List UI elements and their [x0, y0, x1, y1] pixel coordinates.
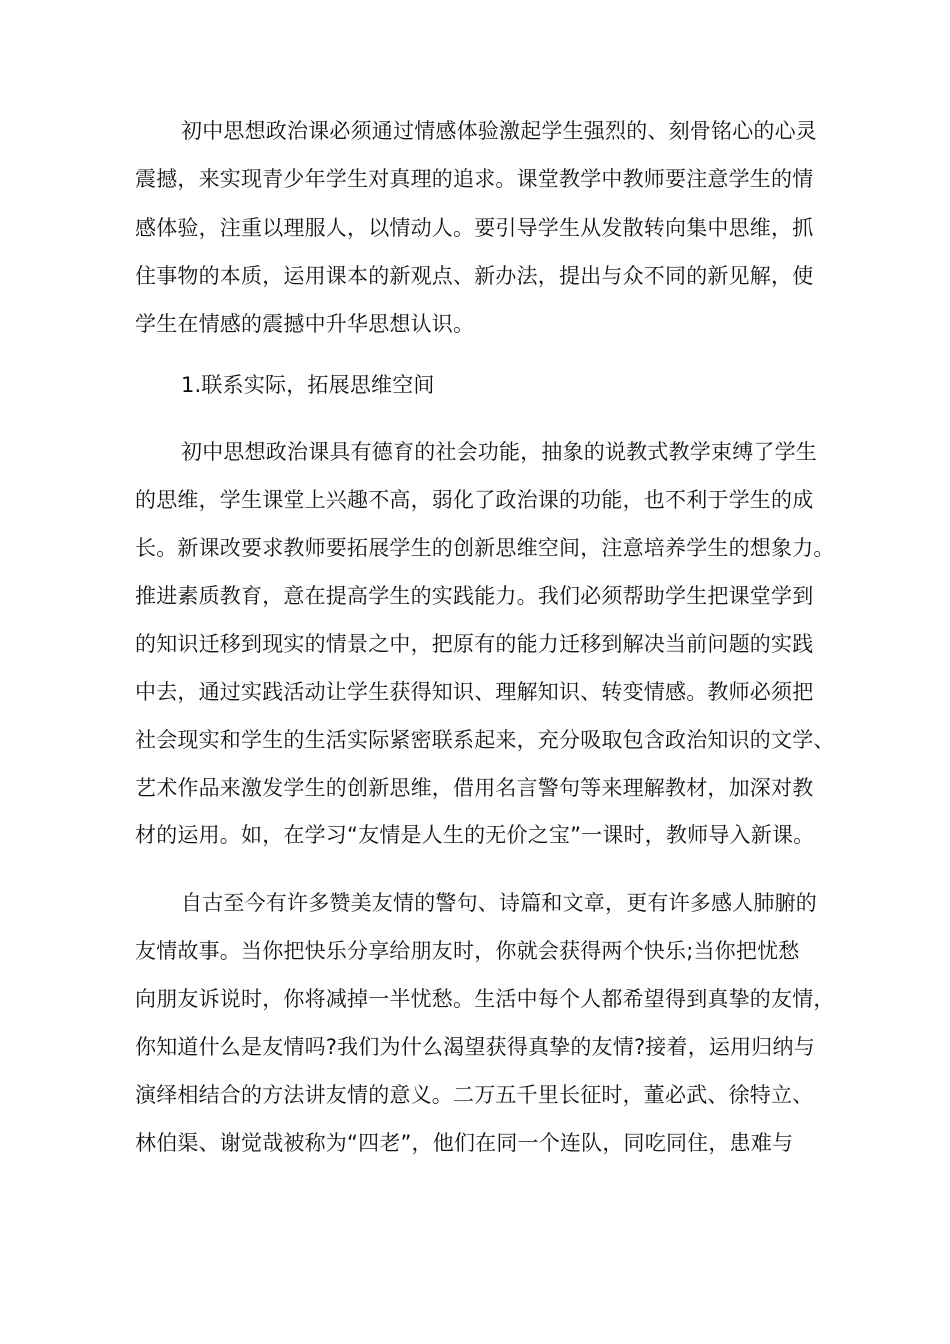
paragraph-3-line-4: 你知道什么是友情吗?我们为什么渴望获得真挚的友情?接着，运用归纳与 [135, 1035, 815, 1059]
paragraph-2-line-6: 中去，通过实践活动让学生获得知识、理解知识、转变情感。教师必须把 [135, 680, 814, 704]
paragraph-2-line-2: 的思维，学生课堂上兴趣不高，弱化了政治课的功能，也不利于学生的成 [135, 488, 814, 512]
paragraph-3-line-5: 演绎相结合的方法讲友情的意义。二万五千里长征时，董必武、徐特立、 [135, 1083, 814, 1107]
paragraph-3-line-3: 向朋友诉说时，你将减掉一半忧愁。生活中每个人都希望得到真挚的友情， [135, 987, 835, 1011]
paragraph-2-line-9: 材的运用。如，在学习“友情是人生的无价之宝”一课时，教师导入新课。 [135, 823, 815, 847]
paragraph-1-line-5: 学生在情感的震撼中升华思想认识。 [135, 312, 475, 336]
paragraph-3-line-2: 友情故事。当你把快乐分享给朋友时，你就会获得两个快乐;当你把忧愁 [135, 939, 800, 963]
paragraph-2-line-1: 初中思想政治课具有德育的社会功能，抽象的说教式教学束缚了学生 [181, 440, 817, 464]
paragraph-1-line-4: 住事物的本质，运用课本的新观点、新办法，提出与众不同的新见解，使 [135, 264, 814, 288]
paragraph-2-line-7: 社会现实和学生的生活实际紧密联系起来，充分吸取包含政治知识的文学、 [135, 728, 835, 752]
paragraph-2-line-5: 的知识迁移到现实的情景之中，把原有的能力迁移到解决当前问题的实践 [135, 632, 814, 656]
paragraph-1-line-2: 震撼，来实现青少年学生对真理的追求。课堂教学中教师要注意学生的情 [135, 167, 814, 191]
paragraph-2-line-8: 艺术作品来激发学生的创新思维，借用名言警句等来理解教材，加深对教 [135, 776, 814, 800]
paragraph-1-line-3: 感体验，注重以理服人，以情动人。要引导学生从发散转向集中思维，抓 [135, 216, 814, 240]
paragraph-1-line-1: 初中思想政治课必须通过情感体验激起学生强烈的、刻骨铭心的心灵 [181, 119, 817, 143]
section-heading: 1.联系实际，拓展思维空间 [181, 373, 435, 397]
paragraph-2-line-4: 推进素质教育，意在提高学生的实践能力。我们必须帮助学生把课堂学到 [135, 584, 814, 608]
paragraph-3-line-6: 林伯渠、谢觉哉被称为“四老”，他们在同一个连队，同吃同住，患难与 [135, 1131, 794, 1155]
paragraph-3-line-1: 自古至今有许多赞美友情的警句、诗篇和文章，更有许多感人肺腑的 [181, 891, 817, 915]
paragraph-2-line-3: 长。新课改要求教师要拓展学生的创新思维空间，注意培养学生的想象力。 [135, 536, 835, 560]
